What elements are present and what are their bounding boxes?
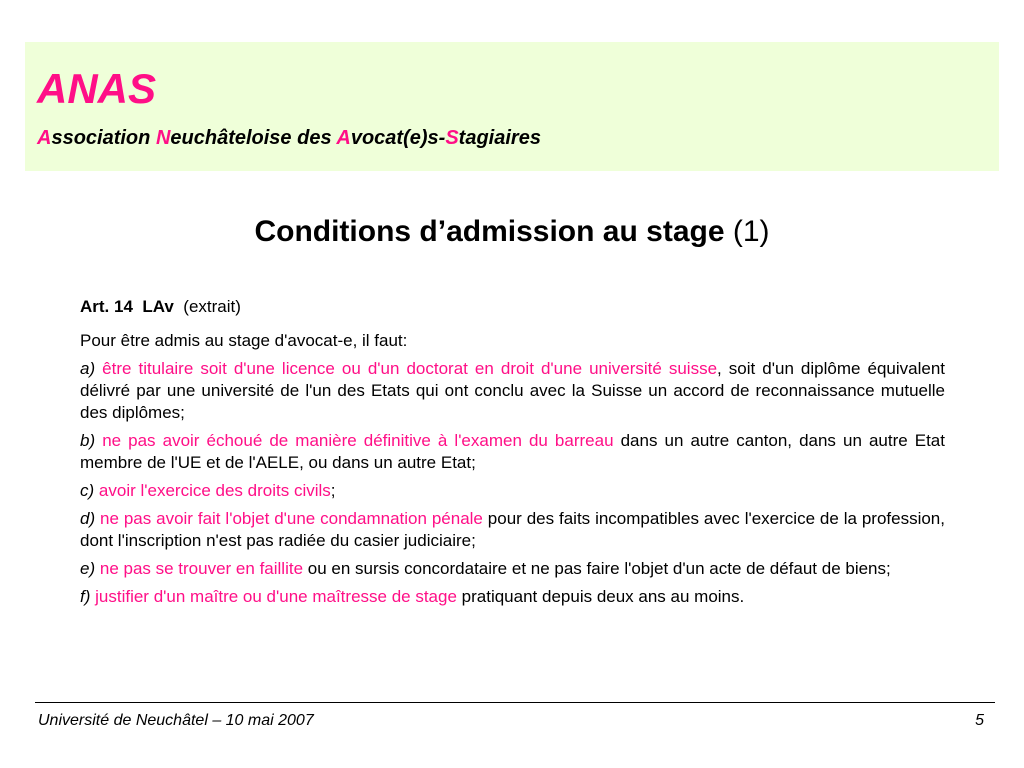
slide-title-main: Conditions d’admission au stage — [254, 215, 725, 248]
item-highlight: être titulaire soit d'une licence ou d'un doctorat en droit d'une université suisse — [102, 359, 718, 378]
footer-text: Université de Neuchâtel – 10 mai 2007 — [38, 712, 314, 729]
slide-title — [0, 214, 1024, 250]
item-letter: c) — [80, 481, 95, 500]
condition-item — [80, 480, 945, 502]
condition-item — [80, 558, 945, 580]
item-highlight: avoir l'exercice des droits civils — [98, 481, 331, 500]
item-letter: d) — [80, 509, 96, 528]
article-ref: Art. 14 LAv — [80, 297, 174, 316]
item-highlight: justifier d'un maître ou d'une maîtresse de stage — [95, 587, 457, 606]
item-rest: pratiquant depuis deux ans au moins. — [456, 587, 745, 606]
slide-title-number: (1) — [732, 215, 770, 248]
subtitle-part: S — [445, 127, 459, 149]
condition-item — [80, 508, 945, 552]
item-letter: b) — [80, 431, 96, 450]
condition-item — [80, 586, 945, 608]
subtitle-part: vocat(e)s- — [350, 127, 446, 149]
item-rest: pour des faits incompatibles avec l'exercice de la profession, dont l'inscription n'est pas radiée du casier judiciaire; — [80, 509, 945, 550]
subtitle-part: tagiaires — [458, 127, 541, 149]
page-number: 5 — [975, 712, 984, 729]
org-full-name — [37, 128, 541, 148]
item-letter: a) — [80, 359, 96, 378]
item-rest: ; — [330, 481, 336, 500]
item-rest: dans un autre canton, dans un autre Etat membre de l'UE et de l'AELE, ou dans un autre Etat; — [80, 431, 945, 472]
condition-item — [80, 358, 945, 424]
footer-divider — [35, 702, 995, 703]
subtitle-part: A — [37, 127, 52, 149]
item-highlight: ne pas avoir échoué de manière définitive à l'examen du barreau — [102, 431, 614, 450]
slide-body — [80, 296, 945, 614]
header-banner — [25, 42, 999, 171]
item-letter: e) — [80, 559, 96, 578]
item-highlight: ne pas avoir fait l'objet d'une condamnation pénale — [100, 509, 483, 528]
item-highlight: ne pas se trouver en faillite — [99, 559, 304, 578]
item-rest: ou en sursis concordataire et ne pas faire l'objet d'un acte de défaut de biens; — [303, 559, 891, 578]
article-reference — [80, 296, 945, 318]
item-letter: f) — [80, 587, 91, 606]
condition-item — [80, 430, 945, 474]
subtitle-part: ssociation — [51, 127, 156, 149]
article-note: (extrait) — [183, 297, 241, 316]
item-rest: , soit d'un diplôme équivalent délivré par une université de l'un des Etats qui ont conclu avec la Suisse un accord de reconnaissance mutuelle des diplômes; — [80, 359, 946, 422]
subtitle-part: N — [155, 127, 171, 149]
subtitle-part: euchâteloise des — [170, 127, 337, 149]
intro-text: Pour être admis au stage d'avocat-e, il faut: — [80, 331, 408, 350]
subtitle-part: A — [336, 127, 351, 149]
org-acronym: ANAS — [37, 65, 157, 112]
